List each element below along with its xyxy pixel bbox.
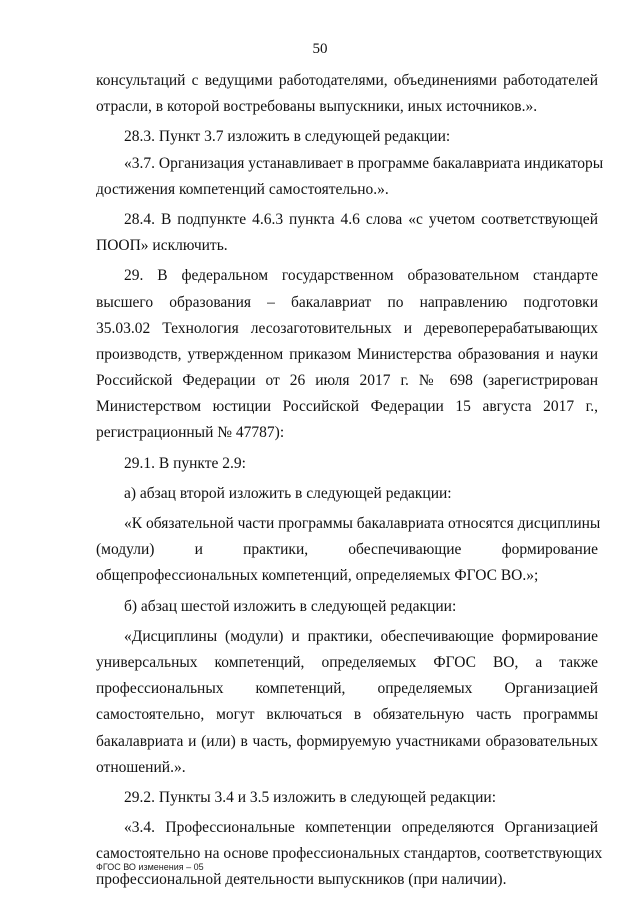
text-line: «Дисциплины (модули) и практики, обеспечивающие формирование [124, 627, 598, 645]
text-line: регистрационный № 47787): [96, 424, 285, 442]
text-line: 35.03.02 Технология лесозаготовительных и деревоперерабатывающих [96, 319, 598, 337]
text-line: Министерством юстиции Российской Федерации 15 августа 2017 г., [96, 398, 598, 416]
text-line: производств, утвержденном приказом Министерства образования и науки [96, 345, 598, 363]
text-line: общепрофессиональных компетенций, определяемых ФГОС ВО.»; [96, 567, 539, 585]
text-line: бакалавриата и (или) в часть, формируемую участниками образовательных [96, 732, 598, 750]
text-line: достижения компетенций самостоятельно.». [96, 180, 389, 198]
text-line: (модули) и практики, обеспечивающие формирование [96, 541, 598, 559]
text-line: «3.4. Профессиональные компетенции определяются Организацией [124, 819, 598, 837]
text-line: отношений.». [96, 758, 186, 776]
document-body [96, 68, 604, 894]
footer-label: ФГОС ВО изменения – 05 [96, 862, 204, 872]
text-line: консультаций с ведущими работодателями, объединениями работодателей [96, 72, 598, 89]
text-line: Российской Федерации от 26 июля 2017 г. № 698 (зарегистрирован [96, 372, 598, 390]
text-line: отрасли, в которой востребованы выпускники, иных источников.». [96, 98, 538, 116]
text-line: ПООП» исключить. [96, 237, 228, 255]
text-line: «К обязательной части программы бакалавриата относятся дисциплины [124, 515, 601, 532]
text-line: 29.1. В пункте 2.9: [124, 454, 246, 472]
text-line: 28.4. В подпункте 4.6.3 пункта 4.6 слова «с учетом соответствующей [124, 210, 598, 228]
text-line: 29.2. Пункты 3.4 и 3.5 изложить в следующей редакции: [124, 788, 497, 806]
text-line: самостоятельно на основе профессиональных стандартов, соответствующих [96, 845, 603, 863]
text-line: б) абзац шестой изложить в следующей редакции: [124, 597, 457, 615]
text-line: «3.7. Организация устанавливает в программе бакалавриата индикаторы [124, 154, 604, 172]
text-line: профессиональной деятельности выпускников (при наличии). [96, 871, 507, 889]
text-line: а) абзац второй изложить в следующей редакции: [124, 484, 452, 502]
text-line: профессиональных компетенций, определяемых Организацией [96, 680, 598, 698]
text-line: 29. В федеральном государственном образовательном стандарте [124, 267, 598, 285]
text-line: высшего образования – бакалавриат по направлению подготовки [96, 293, 598, 311]
page-number: 50 [312, 41, 328, 57]
text-line: 28.3. Пункт 3.7 изложить в следующей редакции: [124, 128, 451, 146]
text-line: универсальных компетенций, определяемых ФГОС ВО, а также [96, 653, 598, 671]
text-line: самостоятельно, могут включаться в обязательную часть программы [96, 706, 598, 724]
